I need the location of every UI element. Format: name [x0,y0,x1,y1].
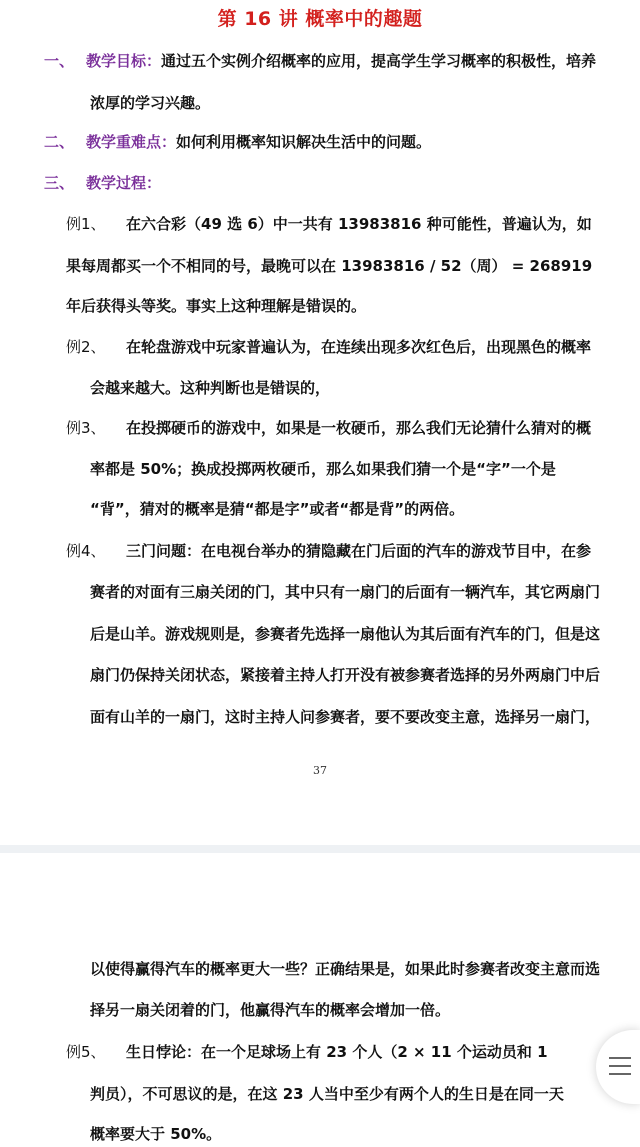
example-3 [66,417,591,438]
example-line: 在投掷硬币的游戏中，如果是一枚硬币，那么我们无论猜什么猜对的概 [126,419,592,437]
section-label: 教学重难点： [86,133,177,151]
example-line: 面有山羊的一扇门，这时主持人问参赛者，要不要改变主意，选择另一扇门， [90,708,601,726]
example-line: 果每周都买一个不相同的号，最晚可以在 13983816 / 52（周） = 268919 [66,257,593,275]
page-number: 37 [313,764,327,777]
section-number: 二、 [44,133,75,151]
page-title: 第 16 讲 概率中的趣题 [217,8,423,30]
example-line: 年后获得头等奖。事实上这种理解是错误的。 [66,297,367,315]
example-line: “背”，猜对的概率是猜“都是字”或者“都是背”的两倍。 [90,500,465,518]
example-line: 三门问题：在电视台举办的猜隐藏在门后面的汽车的游戏节目中，在参 [126,542,592,560]
hamburger-menu-icon [609,1056,631,1076]
page-separator [0,845,640,853]
example-line: 在六合彩（49 选 6）中一共有 13983816 种可能性，普遍认为，如 [126,215,592,233]
section-text: 通过五个实例介绍概率的应用，提高学生学习概率的积极性，培养 [161,52,597,70]
example-line: 生日悖论：在一个足球场上有 23 个人（2 × 11 个运动员和 1 [126,1043,548,1061]
example-line: 判员），不可思议的是，在这 23 人当中至少有两个人的生日是在同一天 [90,1085,564,1103]
example-line: 赛者的对面有三扇关闭的门，其中只有一扇门的后面有一辆汽车，其它两扇门 [90,583,601,601]
section-process [44,172,161,193]
section-number: 三、 [44,174,75,192]
example-line: 会越来越大。这种判断也是错误的， [90,379,331,397]
document-page-38 [0,853,640,1147]
example-label: 例3、 [66,419,106,437]
example-line: 后是山羊。游戏规则是，参赛者先选择一扇他认为其后面有汽车的门，但是这 [90,625,601,643]
example-line: 在轮盘游戏中玩家普遍认为，在连续出现多次红色后，出现黑色的概率 [126,338,592,356]
section-text: 如何利用概率知识解决生活中的问题。 [176,133,432,151]
section-number: 一、 [44,52,75,70]
example-5 [66,1041,548,1062]
section-label: 教学过程： [86,174,162,192]
example-label: 例2、 [66,338,106,356]
section-label: 教学目标： [86,52,162,70]
example-label: 例4、 [66,542,106,560]
example-line: 扇门仍保持关闭状态，紧接着主持人打开没有被参赛者选择的另外两扇门中后 [90,666,601,684]
example-1 [66,213,592,234]
section-key-points [44,131,431,152]
example-line: 概率要大于 50%。 [90,1125,222,1143]
example-line: 以使得赢得汽车的概率更大一些？正确结果是，如果此时参赛者改变主意而选 [90,960,601,978]
example-line: 择另一扇关闭着的门，他赢得汽车的概率会增加一倍。 [90,1001,451,1019]
example-2 [66,336,591,357]
example-4 [66,540,591,561]
example-label: 例1、 [66,215,106,233]
example-line: 率都是 50%；换成投掷两枚硬币，那么如果我们猜一个是“字”一个是 [90,460,556,478]
example-label: 例5、 [66,1043,106,1061]
section-objectives [44,50,596,71]
section-text-continued: 浓厚的学习兴趣。 [90,94,211,112]
